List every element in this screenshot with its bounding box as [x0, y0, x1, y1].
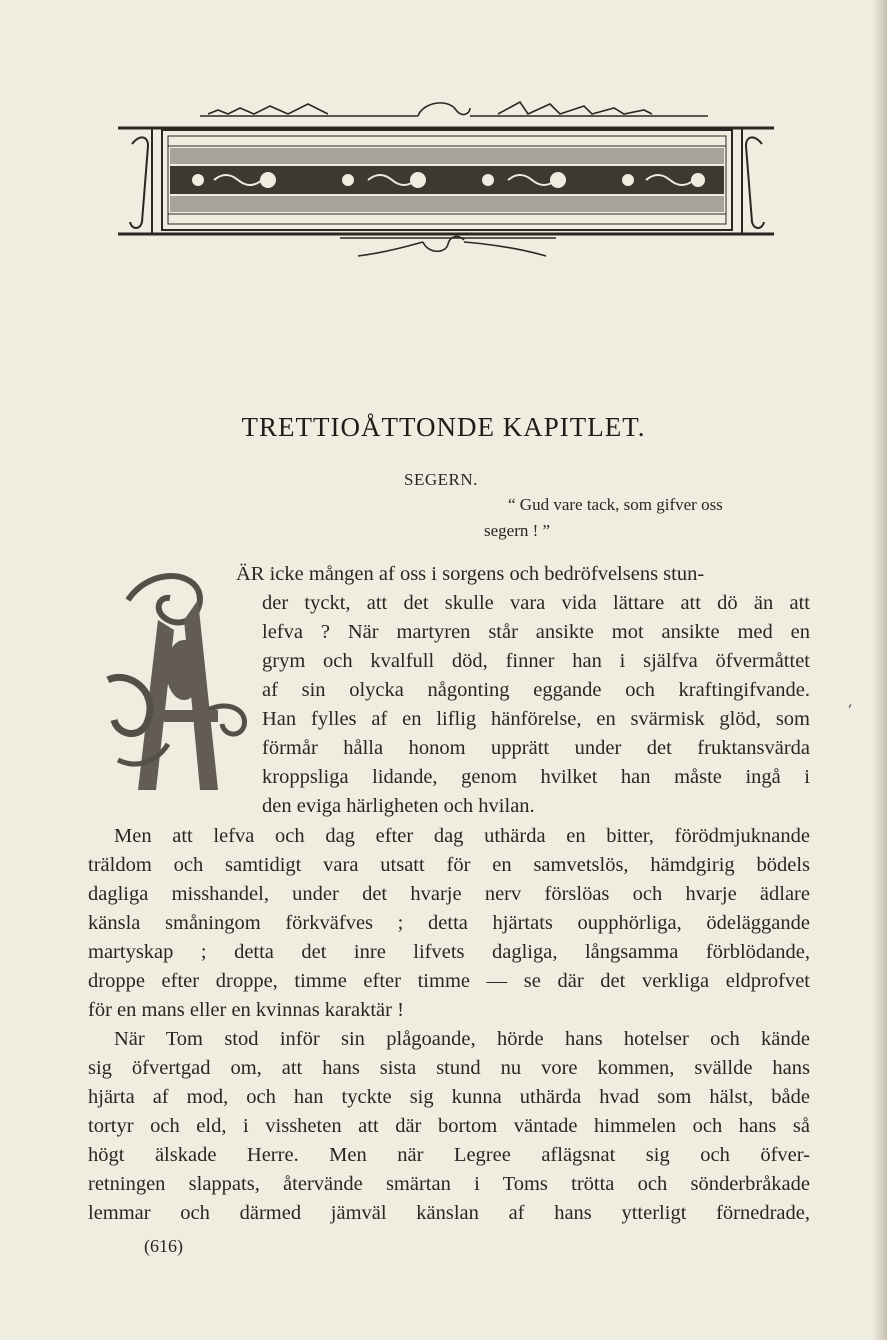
- ink-speck: ,: [848, 694, 853, 710]
- ornamental-drop-cap: [98, 560, 258, 820]
- text-line: lemmar och därmed jämväl känslan af hans ytterligt förnedrade,: [88, 1202, 810, 1224]
- text-line: förmår hålla honom upprätt under det fruktansvärda: [262, 737, 810, 759]
- text-line: tortyr och eld, i vissheten att där bortom väntade himmelen och hans så: [88, 1115, 810, 1137]
- text-line: högt älskade Herre. Men när Legree aflägsnat sig och öfver-: [88, 1144, 810, 1166]
- text-line: retningen slappats, återvände smärtan i Toms trötta och sönderbråkade: [88, 1173, 810, 1195]
- text-line: sig öfvertgad om, att hans sista stund nu vore kommen, svällde hans: [88, 1057, 810, 1079]
- text-line: När Tom stod inför sin plågoande, hörde hans hotelser och kände: [114, 1028, 810, 1050]
- text-line: för en mans eller en kvinnas karaktär !: [88, 999, 404, 1021]
- text-line: känsla småningom förkväfves ; detta hjärtats oupphörliga, ödeläggande: [88, 912, 810, 934]
- text-line: martyskap ; detta det inre lifvets dagliga, långsamma förblödande,: [88, 941, 810, 963]
- body-text: [88, 822, 810, 1228]
- paragraph-1-first-line: ÄR icke mången af oss i sorgens och bedröfvelsens stun-: [236, 563, 705, 585]
- chapter-title: TRETTIOÅTTONDE KAPITLET.: [241, 412, 646, 442]
- text-line: der tyckt, att det skulle vara vida lättare att dö än att: [262, 592, 810, 614]
- text-line: Han fylles af en liflig hänförelse, en svärmisk glöd, som: [262, 708, 810, 730]
- text-line: hjärta af mod, och han tyckte sig kunna uthärda hvad som hälst, både: [88, 1086, 810, 1108]
- text-line: dagliga misshandel, under det hvarje nerv förslöas och hvarje ädlare: [88, 883, 810, 905]
- text-line: kroppsliga lidande, genom hvilket han måste ingå i: [262, 766, 810, 788]
- text-line: lefva ? När martyren står ansikte mot ansikte med en: [262, 621, 810, 643]
- epigraph: [484, 492, 814, 544]
- page-edge-shadow: [873, 0, 887, 1340]
- text-line: grym och kvalfull död, finner han i själfva öfvermåttet: [262, 650, 810, 672]
- text-line: träldom och samtidigt vara utsatt för en samvetslös, hämdgirig bödels: [88, 854, 810, 876]
- text-line: Men att lefva och dag efter dag uthärda en bitter, förödmjuknande: [114, 825, 810, 847]
- epigraph-line: segern ! ”: [484, 521, 551, 540]
- text-line: droppe efter droppe, timme efter timme — se där det verkliga eldprofvet: [88, 970, 810, 992]
- chapter-header-ornament: [118, 84, 778, 274]
- text-line: af sin olycka någonting eggande och kraftingifvande.: [262, 679, 810, 701]
- page-number: (616): [144, 1236, 183, 1256]
- epigraph-line: “ Gud vare tack, som gifver oss: [508, 495, 723, 514]
- paragraph-1: [262, 589, 810, 821]
- chapter-subtitle: SEGERN.: [404, 470, 478, 489]
- text-line: den eviga härligheten och hvilan.: [262, 795, 535, 817]
